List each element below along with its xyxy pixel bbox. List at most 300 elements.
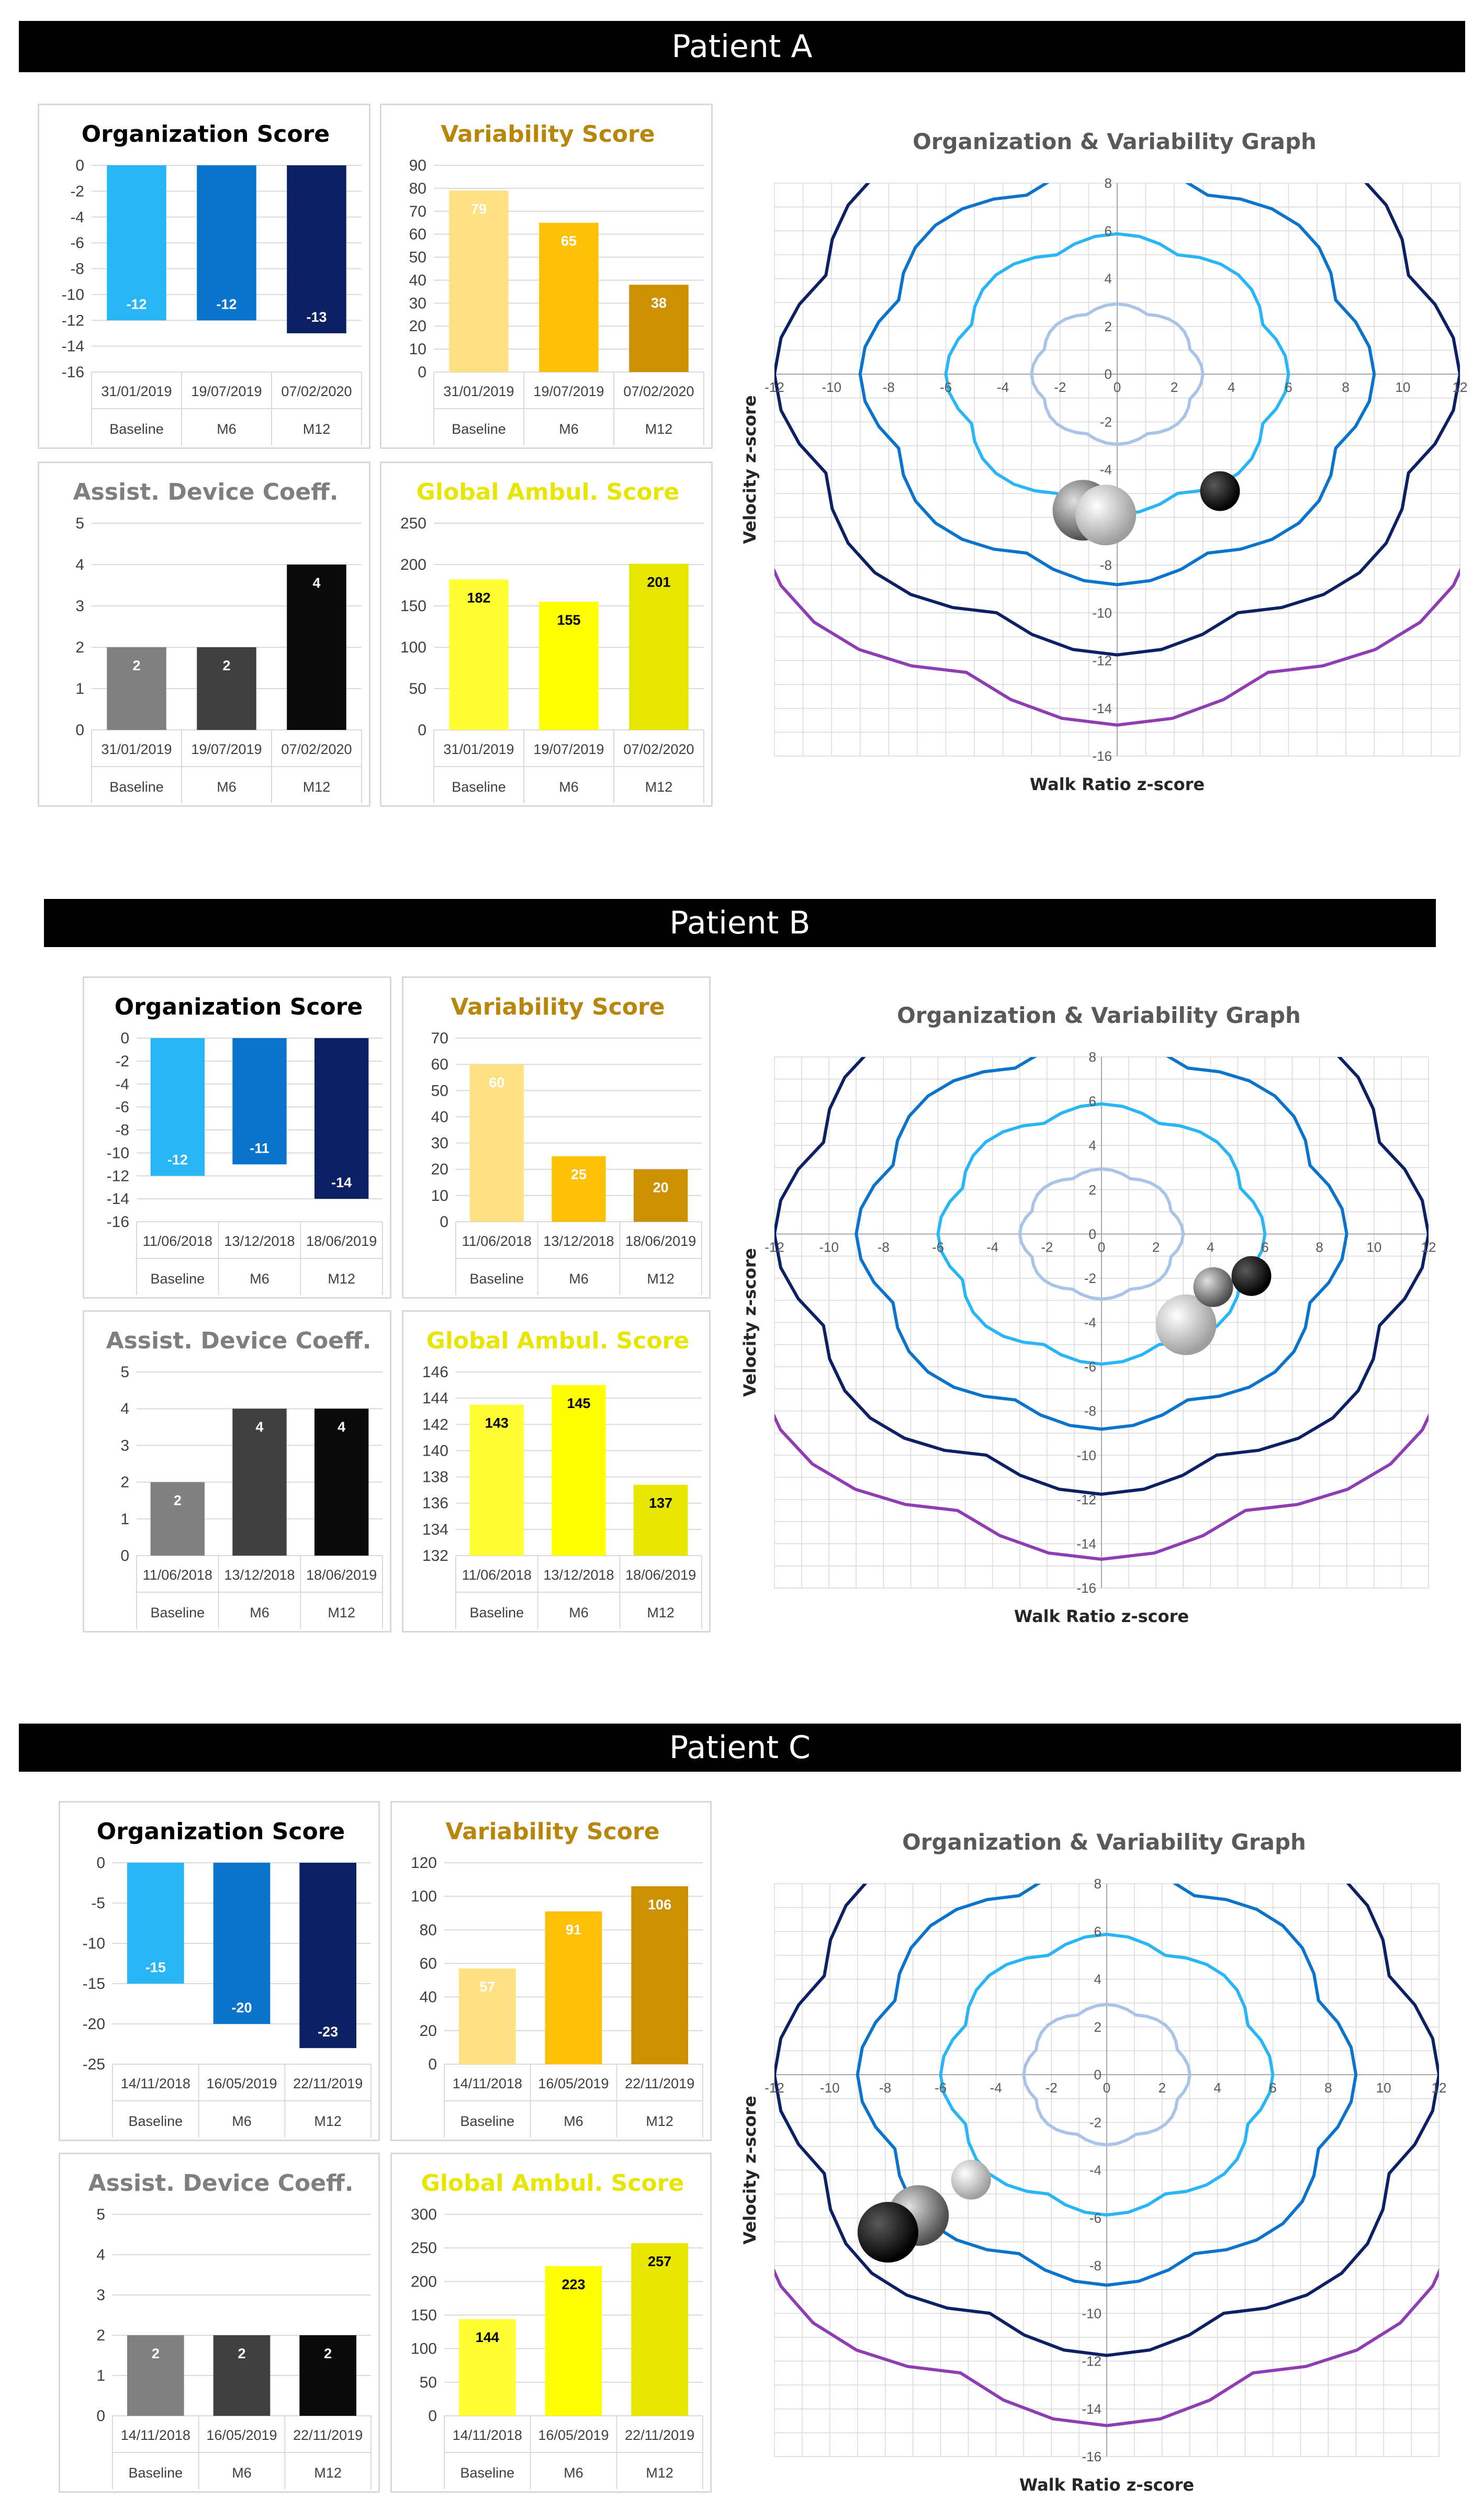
data-label: 2: [324, 2346, 332, 2361]
y-tick-label: -8: [1089, 2258, 1101, 2273]
y-tick-label: 4: [1088, 1138, 1096, 1154]
x-tick-label: 07/02/2020: [281, 384, 352, 399]
x-group-label: M6: [564, 2465, 583, 2481]
data-label: 79: [470, 201, 487, 217]
y-tick-label: -12: [1076, 1491, 1096, 1507]
y-tick-label: -12: [61, 312, 84, 330]
chart-title: Variability Score: [441, 121, 655, 148]
x-tick-label: 13/12/2018: [224, 1233, 295, 1249]
data-label: 20: [653, 1179, 669, 1196]
x-tick-label: -4: [990, 2080, 1002, 2096]
y-tick-label: -2: [70, 183, 84, 200]
y-tick-label: 200: [400, 556, 426, 573]
chart-title: Assist. Device Coeff.: [106, 1327, 372, 1354]
x-group-label: M6: [250, 1271, 269, 1287]
y-tick-label: 0: [75, 722, 84, 739]
data-label: 201: [647, 574, 671, 590]
bar: [287, 165, 346, 333]
x-group-label: M12: [645, 421, 673, 437]
data-label: 137: [649, 1495, 673, 1511]
data-label: -12: [126, 296, 147, 312]
chart-title: Organization Score: [81, 121, 330, 148]
y-tick-label: 144: [422, 1390, 448, 1408]
y-tick-label: -10: [1092, 605, 1112, 621]
chart-title: Organization & Variability Graph: [897, 1003, 1301, 1028]
y-tick-label: 138: [422, 1468, 448, 1486]
y-tick-label: 50: [419, 2373, 437, 2391]
y-tick-label: 2: [120, 1473, 129, 1491]
x-tick-label: 12: [1431, 2080, 1447, 2096]
x-tick-label: 8: [1324, 2080, 1332, 2096]
x-group-label: Baseline: [460, 2465, 515, 2481]
x-group-label: M12: [314, 2113, 342, 2129]
x-group-label: Baseline: [109, 779, 164, 795]
chart-title: Global Ambul. Score: [421, 2170, 684, 2197]
data-label: 144: [475, 2329, 499, 2346]
data-label: 65: [560, 233, 577, 249]
x-group-label: M12: [645, 779, 673, 795]
bar: [631, 1886, 688, 2064]
y-tick-label: 3: [75, 598, 84, 615]
chart-title: Variability Score: [451, 994, 665, 1020]
x-tick-label: 2: [1170, 379, 1178, 395]
patient-1-var-chart: [403, 978, 712, 1300]
data-label: 145: [567, 1395, 591, 1412]
data-label: -15: [145, 1960, 166, 1975]
patient-1-org-chart: [84, 978, 393, 1300]
y-tick-label: 100: [410, 1888, 437, 1906]
data-label: 2: [222, 658, 231, 673]
patient-0-ov-graph: [740, 120, 1468, 806]
x-tick-label: 0: [1103, 2080, 1111, 2096]
point-m12: [858, 2202, 918, 2263]
y-tick-label: 4: [1094, 1971, 1101, 1987]
x-group-label: Baseline: [150, 1271, 205, 1287]
data-label: -13: [306, 309, 327, 325]
y-tick-label: -6: [1089, 2210, 1101, 2226]
x-tick-label: 0: [1097, 1239, 1106, 1255]
x-group-label: M6: [232, 2465, 252, 2481]
x-tick-label: 19/07/2019: [191, 741, 262, 757]
x-axis-label: Walk Ratio z-score: [1029, 774, 1205, 794]
x-tick-label: 22/11/2019: [625, 2076, 695, 2091]
data-label: 155: [557, 612, 581, 628]
y-tick-label: 0: [440, 1213, 448, 1231]
patient-1-ga-chart: [403, 1312, 712, 1634]
y-tick-label: -8: [1084, 1403, 1096, 1419]
chart-title: Organization Score: [114, 994, 363, 1020]
y-tick-label: 70: [409, 202, 426, 220]
y-tick-label: 300: [410, 2206, 437, 2223]
bar: [449, 190, 509, 372]
y-tick-label: 10: [409, 341, 426, 358]
y-tick-label: 0: [96, 2407, 105, 2425]
y-tick-label: 0: [428, 2056, 437, 2073]
patient-1-ad-chart: [84, 1312, 393, 1634]
patient-0-var-panel: [380, 104, 713, 449]
x-tick-label: 11/06/2018: [142, 1233, 212, 1249]
x-tick-label: -12: [765, 379, 784, 395]
x-axis-label: Walk Ratio z-score: [1014, 1606, 1189, 1626]
y-tick-label: 2: [1088, 1181, 1096, 1198]
patient-2-ga-panel: [390, 2153, 712, 2493]
x-group-label: M12: [646, 2113, 673, 2129]
x-tick-label: 22/11/2019: [293, 2076, 363, 2091]
x-tick-label: 31/01/2019: [101, 741, 172, 757]
y-tick-label: -10: [106, 1144, 129, 1162]
x-tick-label: 4: [1207, 1239, 1215, 1255]
y-tick-label: -4: [70, 208, 84, 226]
x-group-label: Baseline: [128, 2113, 183, 2129]
data-label: -11: [250, 1140, 269, 1156]
x-tick-label: -12: [765, 1239, 784, 1255]
y-tick-label: 4: [120, 1400, 129, 1418]
x-tick-label: 16/05/2019: [538, 2427, 609, 2443]
patient-2-ad-panel: [59, 2153, 380, 2493]
chart-title: Assist. Device Coeff.: [88, 2170, 354, 2197]
y-tick-label: 40: [419, 1988, 437, 2006]
x-group-label: Baseline: [469, 1271, 524, 1287]
y-tick-label: 2: [1094, 2019, 1101, 2035]
y-tick-label: 0: [418, 722, 426, 739]
x-tick-label: 11/06/2018: [142, 1567, 212, 1583]
x-tick-label: -2: [1045, 2080, 1058, 2096]
y-tick-label: -14: [61, 337, 84, 355]
x-tick-label: -6: [939, 379, 952, 395]
x-tick-label: 19/07/2019: [533, 741, 604, 757]
y-tick-label: 5: [120, 1364, 129, 1381]
patient-2-org-panel: [59, 1801, 380, 2141]
x-tick-label: 6: [1285, 379, 1292, 395]
x-tick-label: 6: [1261, 1239, 1269, 1255]
y-tick-label: -14: [1092, 700, 1112, 716]
data-label: 4: [255, 1419, 264, 1435]
y-tick-label: 2: [1104, 318, 1112, 334]
y-tick-label: 5: [96, 2206, 105, 2223]
x-tick-label: 14/11/2018: [120, 2427, 190, 2443]
data-label: -12: [216, 296, 237, 312]
x-group-label: M12: [302, 421, 331, 437]
y-tick-label: -2: [1089, 2114, 1101, 2131]
data-label: 91: [565, 1922, 582, 1938]
y-tick-label: -10: [1076, 1447, 1096, 1464]
y-axis-label: Velocity z-score: [740, 1248, 760, 1397]
y-tick-label: 80: [409, 179, 426, 197]
x-tick-label: 2: [1152, 1239, 1160, 1255]
x-group-label: M12: [328, 1605, 355, 1620]
x-tick-label: 13/12/2018: [543, 1567, 614, 1583]
x-tick-label: 13/12/2018: [224, 1567, 295, 1583]
y-tick-label: 3: [120, 1437, 129, 1455]
x-group-label: M12: [646, 2465, 673, 2481]
x-tick-label: 07/02/2020: [623, 741, 694, 757]
y-tick-label: 1: [120, 1510, 129, 1528]
x-group-label: Baseline: [469, 1605, 524, 1620]
x-tick-label: 22/11/2019: [625, 2427, 695, 2443]
point-m12: [1231, 1256, 1271, 1296]
data-label: 2: [173, 1492, 182, 1509]
y-tick-label: 3: [96, 2287, 105, 2304]
data-label: 2: [238, 2346, 246, 2361]
y-tick-label: 120: [410, 1854, 437, 1872]
x-group-label: M12: [302, 779, 331, 795]
y-tick-label: 0: [1104, 366, 1112, 382]
data-label: 257: [648, 2254, 672, 2270]
y-tick-label: 4: [1104, 271, 1112, 287]
patient-b-banner: Patient B: [44, 899, 1436, 947]
y-tick-label: 20: [431, 1161, 448, 1178]
x-group-label: M6: [250, 1605, 269, 1620]
y-tick-label: 136: [422, 1494, 448, 1512]
y-tick-label: 134: [422, 1521, 448, 1538]
y-axis-label: Velocity z-score: [740, 395, 760, 544]
data-label: 38: [650, 295, 667, 311]
x-tick-label: 12: [1452, 379, 1468, 395]
y-tick-label: -8: [115, 1121, 129, 1139]
x-axis-label: Walk Ratio z-score: [1019, 2475, 1195, 2495]
y-tick-label: -6: [70, 234, 84, 252]
y-tick-label: -4: [1084, 1314, 1096, 1331]
x-group-label: M12: [647, 1605, 674, 1620]
x-tick-label: 07/02/2020: [281, 741, 352, 757]
x-group-label: Baseline: [452, 421, 506, 437]
x-tick-label: 22/11/2019: [293, 2427, 363, 2443]
x-tick-label: 14/11/2018: [452, 2427, 522, 2443]
y-tick-label: 4: [75, 556, 84, 573]
y-tick-label: 132: [422, 1547, 448, 1564]
y-tick-label: 0: [120, 1030, 129, 1047]
chart-title: Organization & Variability Graph: [913, 129, 1317, 154]
x-tick-label: 4: [1213, 2080, 1221, 2096]
point-m6: [1194, 1267, 1233, 1307]
x-tick-label: 16/05/2019: [206, 2427, 277, 2443]
data-label: -20: [231, 2000, 252, 2016]
data-label: 106: [648, 1896, 672, 1912]
x-group-label: Baseline: [128, 2465, 183, 2481]
x-tick-label: 18/06/2019: [625, 1567, 696, 1583]
y-tick-label: -16: [1092, 748, 1112, 764]
x-group-label: Baseline: [460, 2113, 515, 2129]
data-label: 57: [479, 1979, 496, 1995]
x-tick-label: -8: [879, 2080, 892, 2096]
y-tick-label: 250: [410, 2239, 437, 2257]
y-tick-label: -8: [70, 260, 84, 278]
y-tick-label: 20: [419, 2022, 437, 2040]
chart-title: Global Ambul. Score: [416, 479, 680, 505]
y-tick-label: -2: [1084, 1270, 1096, 1286]
x-tick-label: 4: [1228, 379, 1235, 395]
x-tick-label: 18/06/2019: [306, 1567, 377, 1583]
y-tick-label: -2: [1099, 414, 1112, 430]
chart-title: Variability Score: [445, 1818, 660, 1845]
y-tick-label: 0: [428, 2407, 437, 2425]
y-tick-label: -6: [115, 1098, 129, 1116]
data-label: 60: [489, 1075, 505, 1091]
y-tick-label: 1: [96, 2367, 105, 2384]
y-tick-label: 6: [1104, 223, 1112, 239]
y-tick-label: 2: [75, 639, 84, 656]
x-group-label: M6: [232, 2113, 252, 2129]
x-tick-label: 18/06/2019: [625, 1233, 696, 1249]
y-tick-label: -12: [106, 1167, 129, 1185]
x-tick-label: -6: [934, 2080, 947, 2096]
patient-2-var-chart: [392, 1803, 713, 2143]
y-tick-label: 50: [409, 249, 426, 266]
chart-title: Organization Score: [96, 1818, 345, 1845]
patient-c-banner: Patient C: [19, 1724, 1461, 1772]
x-tick-label: -4: [986, 1239, 999, 1255]
patient-2-org-chart: [60, 1803, 381, 2143]
patient-1-var-panel: [402, 976, 711, 1299]
x-tick-label: 31/01/2019: [443, 741, 514, 757]
x-tick-label: 11/06/2018: [462, 1567, 532, 1583]
y-tick-label: 4: [96, 2246, 105, 2264]
x-tick-label: 10: [1366, 1239, 1382, 1255]
x-group-label: M6: [217, 779, 237, 795]
y-tick-label: -15: [82, 1975, 105, 1993]
data-label: -23: [318, 2024, 339, 2040]
y-tick-label: 250: [400, 515, 426, 532]
x-tick-label: -6: [931, 1239, 945, 1255]
x-tick-label: 13/12/2018: [543, 1233, 614, 1249]
y-tick-label: 40: [431, 1108, 448, 1126]
y-tick-label: 6: [1088, 1093, 1096, 1109]
patient-0-ad-panel: [38, 462, 370, 807]
x-tick-label: 8: [1342, 379, 1350, 395]
y-tick-label: 140: [422, 1442, 448, 1460]
y-axis-label: Velocity z-score: [740, 2096, 760, 2245]
y-tick-label: -14: [106, 1190, 129, 1208]
x-tick-label: -8: [882, 379, 895, 395]
x-tick-label: 31/01/2019: [101, 384, 172, 399]
x-tick-label: 8: [1316, 1239, 1323, 1255]
patient-0-org-chart: [39, 105, 372, 451]
x-group-label: M6: [564, 2113, 583, 2129]
y-tick-label: 8: [1094, 1876, 1101, 1892]
data-label: 223: [561, 2276, 586, 2292]
x-tick-label: -10: [822, 379, 841, 395]
patient-1-ga-panel: [402, 1310, 711, 1633]
data-label: 4: [312, 575, 321, 591]
x-tick-label: -8: [877, 1239, 890, 1255]
x-tick-label: -4: [997, 379, 1009, 395]
patient-2-ad-chart: [60, 2154, 381, 2494]
x-tick-label: -2: [1041, 1239, 1053, 1255]
y-tick-label: -6: [1084, 1359, 1096, 1375]
patient-1-ad-panel: [83, 1310, 391, 1633]
x-tick-label: 31/01/2019: [443, 384, 514, 399]
x-tick-label: -12: [765, 2080, 784, 2096]
y-tick-label: -5: [91, 1895, 105, 1912]
y-tick-label: 6: [1094, 1923, 1101, 1940]
y-tick-label: 0: [96, 1854, 105, 1872]
y-tick-label: 0: [1088, 1226, 1096, 1242]
patient-0-org-panel: [38, 104, 370, 449]
y-tick-label: -10: [1082, 2305, 1101, 2322]
y-tick-label: 8: [1088, 1049, 1096, 1065]
data-label: -14: [331, 1175, 352, 1191]
x-tick-label: 16/05/2019: [538, 2076, 609, 2091]
y-tick-label: 8: [1104, 175, 1112, 191]
y-tick-label: 200: [410, 2273, 437, 2291]
patient-2-var-panel: [390, 1801, 712, 2141]
x-group-label: M12: [647, 1271, 674, 1287]
bar: [299, 1863, 356, 2048]
bar: [634, 1169, 688, 1222]
y-tick-label: -14: [1076, 1536, 1096, 1552]
patient-1-ov-graph: [740, 994, 1436, 1638]
y-tick-label: -16: [106, 1213, 129, 1231]
y-tick-label: 100: [410, 2340, 437, 2358]
y-tick-label: 1: [75, 680, 84, 697]
x-tick-label: -10: [819, 1239, 839, 1255]
y-tick-label: 40: [409, 272, 426, 289]
y-tick-label: 50: [431, 1082, 448, 1100]
data-label: 143: [485, 1415, 509, 1431]
y-tick-label: -8: [1099, 557, 1112, 573]
y-tick-label: -12: [1082, 2353, 1101, 2369]
x-tick-label: 14/11/2018: [452, 2076, 522, 2091]
x-tick-label: -10: [820, 2080, 840, 2096]
patient-1-org-panel: [83, 976, 391, 1299]
y-tick-label: -16: [61, 364, 84, 381]
x-group-label: Baseline: [109, 421, 164, 437]
x-tick-label: 07/02/2020: [623, 384, 694, 399]
y-tick-label: -25: [82, 2056, 105, 2073]
y-tick-label: -10: [82, 1935, 105, 1952]
x-tick-label: 19/07/2019: [533, 384, 604, 399]
y-tick-label: 10: [431, 1187, 448, 1205]
x-tick-label: 6: [1269, 2080, 1277, 2096]
x-tick-label: 2: [1158, 2080, 1166, 2096]
y-tick-label: 30: [431, 1134, 448, 1152]
point-baseline: [951, 2160, 991, 2200]
y-tick-label: 20: [409, 318, 426, 335]
y-tick-label: 80: [419, 1921, 437, 1939]
y-tick-label: -4: [1089, 2162, 1101, 2178]
patient-0-ga-panel: [380, 462, 713, 807]
patient-a-banner: Patient A: [19, 21, 1465, 72]
data-label: 25: [570, 1166, 587, 1183]
x-group-label: M6: [569, 1605, 589, 1620]
y-tick-label: -16: [1082, 2449, 1101, 2464]
x-tick-label: 10: [1376, 2080, 1391, 2096]
y-tick-label: -2: [115, 1052, 129, 1070]
patient-0-ga-chart: [381, 463, 714, 808]
y-tick-label: 146: [422, 1364, 448, 1381]
x-tick-label: 14/11/2018: [120, 2076, 190, 2091]
y-tick-label: 142: [422, 1416, 448, 1434]
y-tick-label: 90: [409, 157, 426, 174]
x-tick-label: 11/06/2018: [462, 1233, 532, 1249]
y-tick-label: 5: [75, 515, 84, 532]
y-tick-label: 100: [400, 639, 426, 656]
y-tick-label: 70: [431, 1030, 448, 1047]
data-label: 2: [151, 2346, 160, 2361]
x-tick-label: 0: [1113, 379, 1121, 395]
y-tick-label: 0: [75, 157, 84, 174]
y-tick-label: -10: [61, 286, 84, 303]
data-label: 182: [467, 590, 491, 606]
y-tick-label: -4: [1099, 462, 1112, 478]
y-tick-label: 30: [409, 295, 426, 312]
x-tick-label: -2: [1054, 379, 1066, 395]
patient-0-ad-chart: [39, 463, 372, 808]
chart-title: Organization & Variability Graph: [902, 1829, 1306, 1855]
y-tick-label: 2: [96, 2327, 105, 2344]
x-group-label: Baseline: [150, 1605, 205, 1620]
x-group-label: M12: [314, 2465, 342, 2481]
